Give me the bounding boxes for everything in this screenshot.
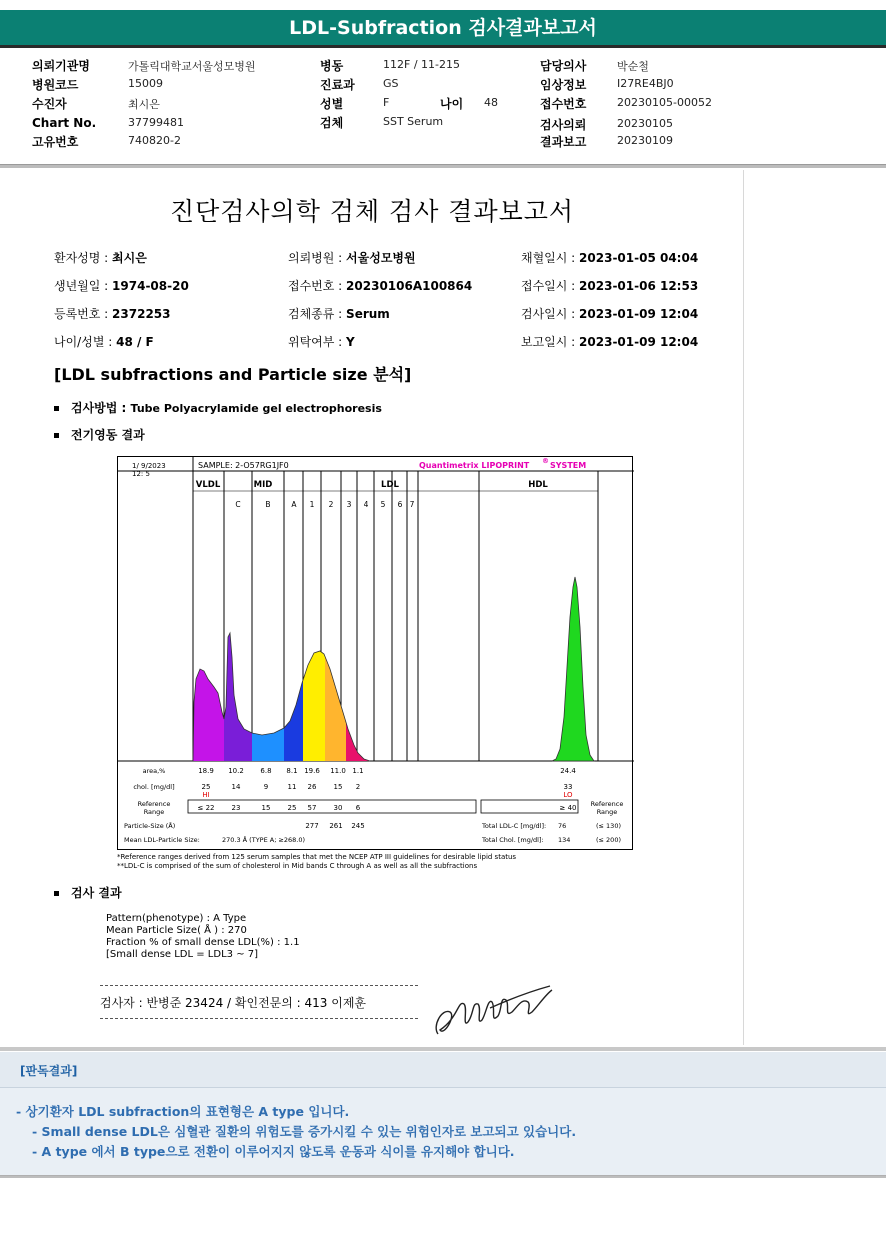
- chart-brand-mark: ®: [542, 457, 549, 465]
- reference-label: Reference: [137, 800, 171, 808]
- chol-value: 26: [307, 783, 317, 791]
- footnote: *Reference ranges derived from 125 serum samples that met the NCEP ATP III guidelines for desirable lipid status: [117, 853, 517, 861]
- birth-date: 생년월일 : 1974-08-20: [54, 279, 189, 293]
- test-time: 검사일시 : 2023-01-09 12:04: [521, 307, 699, 321]
- band-label-3: 3: [346, 500, 352, 509]
- chol-value: 15: [333, 783, 343, 791]
- particle-size-line: Mean Particle Size( Å ) : 270: [106, 925, 247, 936]
- band-label-a: A: [291, 500, 297, 509]
- report-date-value: 20230109: [617, 134, 673, 147]
- total-ldl-label: Total LDL-C [mg/dl]:: [482, 822, 547, 830]
- sdldl-fraction-line: Fraction % of small dense LDL(%) : 1.1: [106, 937, 300, 948]
- band-label-c: C: [235, 500, 241, 509]
- lab-report-title: 진단검사의학 검체 검사 결과보고서: [169, 197, 575, 226]
- chol-value: 2: [355, 783, 361, 791]
- chart-date: 1/ 9/2023: [132, 462, 166, 470]
- signer-line: 검사자 : 반병준 23424 / 확인전문의 : 413 이제훈: [100, 996, 367, 1010]
- particle-size-value: 261: [329, 822, 343, 830]
- signature-image: [428, 978, 556, 1042]
- receipt-value: 20230105-00052: [617, 96, 712, 109]
- dept-label: 진료과: [320, 78, 355, 92]
- ldl2-band: [325, 657, 346, 762]
- section-title: [LDL subfractions and Particle size 분석]: [54, 365, 412, 384]
- consignment: 위탁여부 : Y: [288, 335, 355, 349]
- report-title-bar: [0, 10, 886, 48]
- area-value: 8.1: [286, 767, 298, 775]
- ward-value: 112F / 11-215: [383, 58, 460, 71]
- reference-value-hdl: ≥ 40: [559, 804, 577, 812]
- specimen-type: 검체종류 : Serum: [288, 307, 390, 321]
- institution-value: 가톨릭대학교서울성모병원: [128, 60, 256, 73]
- age-sex: 나이/성별 : 48 / F: [54, 335, 154, 349]
- mean-size-value: 270.3 Å (TYPE A; ≥268.0): [222, 836, 306, 844]
- divider: [100, 985, 418, 986]
- interpretation-panel: [0, 1052, 886, 1176]
- group-label-vldl: VLDL: [195, 480, 221, 490]
- institution-label: 의뢰기관명: [32, 59, 90, 73]
- specimen-value: SST Serum: [383, 115, 444, 128]
- mid-b-band: [252, 728, 284, 761]
- chol-label: chol. [mg/dl]: [133, 783, 175, 791]
- divider: [100, 1018, 418, 1019]
- chol-value-hdl: 33: [563, 783, 573, 791]
- reference-value: 25: [287, 804, 297, 812]
- hospital-code-value: 15009: [128, 77, 163, 90]
- band-label-5: 5: [380, 500, 386, 509]
- area-label: area,%: [142, 767, 166, 775]
- requesting-hospital: 의뢰병원 : 서울성모병원: [288, 251, 416, 265]
- reference-value: 57: [307, 804, 317, 812]
- result-heading: 검사 결과: [54, 884, 122, 901]
- specimen-label: 검체: [320, 116, 344, 130]
- age-label: 나이: [440, 97, 464, 111]
- patient-name: 환자성명 : 최시은: [54, 251, 147, 265]
- accession-number: 접수번호 : 20230106A100864: [288, 279, 473, 293]
- total-chol-value: 134: [558, 836, 571, 844]
- dept-value: GS: [383, 77, 399, 90]
- electrophoresis-heading: 전기영동 결과: [54, 426, 145, 443]
- hdl-peak: [552, 577, 594, 761]
- reference-label: Range: [596, 808, 618, 816]
- divider: [0, 1047, 886, 1051]
- unique-no-value: 740820-2: [128, 134, 181, 147]
- flag-low: LO: [563, 791, 573, 799]
- mean-size-label: Mean LDL-Particle Size:: [124, 836, 200, 844]
- chol-value: 14: [231, 783, 241, 791]
- particle-size-value: 245: [351, 822, 365, 830]
- interpretation-line: - Small dense LDL은 심혈관 질환의 위험도를 증가시킬 수 있는 위험인자로 보고되고 있습니다.: [32, 1124, 577, 1139]
- collection-time: 채혈일시 : 2023-01-05 04:04: [521, 251, 699, 265]
- band-label-7: 7: [409, 500, 415, 509]
- doctor-value: 박순철: [617, 60, 649, 73]
- footnote: **LDL-C is comprised of the sum of cholesterol in Mid bands C through A as well as all the subfractions: [117, 862, 478, 870]
- total-ldl-reference: (≤ 130): [596, 822, 621, 830]
- interpretation-line: - 상기환자 LDL subfraction의 표현형은 A type 입니다.: [16, 1104, 350, 1119]
- divider: [0, 164, 886, 168]
- clinical-label: 임상정보: [540, 78, 587, 92]
- receipt-time: 접수일시 : 2023-01-06 12:53: [521, 279, 699, 293]
- sdldl-definition-line: [Small dense LDL = LDL3 ~ 7]: [106, 949, 259, 960]
- recipient-label: 수진자: [32, 97, 67, 111]
- reference-value: 30: [333, 804, 343, 812]
- request-label: 검사의뢰: [540, 118, 587, 132]
- registration-number: 등록번호 : 2372253: [54, 307, 171, 321]
- reference-value: 6: [355, 804, 361, 812]
- chart-no-label: Chart No.: [32, 116, 97, 130]
- area-value: 1.1: [352, 767, 364, 775]
- total-ldl-value: 76: [558, 822, 567, 830]
- area-value-hdl: 24.4: [560, 767, 576, 775]
- recipient-value: 최시은: [128, 98, 160, 111]
- particle-size-value: 277: [305, 822, 319, 830]
- chol-value: 9: [263, 783, 269, 791]
- total-chol-reference: (≤ 200): [596, 836, 621, 844]
- group-label-ldl: LDL: [381, 480, 399, 490]
- bullet-icon: [54, 406, 59, 411]
- ldl1-band: [303, 651, 325, 761]
- divider: [0, 1176, 886, 1178]
- interpretation-header: [0, 1052, 886, 1088]
- area-value: 6.8: [260, 767, 272, 775]
- interpretation-title: [판독결과]: [20, 1064, 78, 1078]
- bullet-icon: [54, 891, 59, 896]
- lipoprint-chart: [117, 456, 633, 850]
- group-label-mid: MID: [253, 480, 273, 490]
- area-value: 10.2: [228, 767, 244, 775]
- band-label-b: B: [265, 500, 271, 509]
- sex-label: 성별: [320, 97, 344, 111]
- area-value: 18.9: [198, 767, 214, 775]
- reference-value: ≤ 22: [197, 804, 215, 812]
- clinical-value: I27RE4BJ0: [617, 77, 674, 90]
- band-label-1: 1: [309, 500, 315, 509]
- request-info: [0, 52, 886, 164]
- hospital-code-label: 병원코드: [32, 78, 79, 92]
- vldl-band: [193, 669, 224, 761]
- reference-value: 23: [231, 804, 241, 812]
- age-value: 48: [484, 96, 498, 109]
- chart-time: 12: 5: [132, 470, 150, 478]
- unique-no-label: 고유번호: [32, 135, 79, 149]
- chart-no-value: 37799481: [128, 116, 184, 129]
- chart-brand-tail: SYSTEM: [550, 461, 587, 470]
- total-chol-label: Total Chol. [mg/dl]:: [482, 836, 544, 844]
- band-label-6: 6: [397, 500, 403, 509]
- chart-footnotes: [117, 853, 516, 871]
- pattern-line: Pattern(phenotype) : A Type: [106, 913, 247, 924]
- chart-sample-id: SAMPLE: 2-O57RG1JF0: [198, 461, 289, 470]
- area-value: 19.6: [304, 767, 320, 775]
- request-value: 20230105: [617, 117, 673, 130]
- report-title: LDL-Subfraction 검사결과보고서: [289, 17, 597, 39]
- doctor-label: 담당의사: [540, 59, 587, 73]
- flag-high: HI: [202, 791, 210, 799]
- receipt-label: 접수번호: [540, 97, 587, 111]
- area-value: 11.0: [330, 767, 346, 775]
- report-date-label: 결과보고: [540, 135, 587, 149]
- lab-report-image: [0, 170, 744, 1045]
- lipoprint-chart-svg: [118, 457, 634, 851]
- ward-label: 병동: [320, 59, 344, 73]
- mid-a-band: [284, 680, 303, 761]
- band-label-2: 2: [328, 500, 334, 509]
- bullet-icon: [54, 433, 59, 438]
- band-label-4: 4: [363, 500, 369, 509]
- method-line: 검사방법 : Tube Polyacrylamide gel electrophoresis: [54, 399, 382, 416]
- particle-size-label: Particle-Size (Å): [124, 822, 176, 830]
- chart-brand: Quantimetrix LIPOPRINT: [419, 461, 530, 470]
- reference-label: Reference: [590, 800, 624, 808]
- mid-c-band: [224, 633, 252, 761]
- interpretation-line: - A type 에서 B type으로 전환이 이루어지지 않도록 운동과 식이를 유지해야 합니다.: [32, 1144, 515, 1159]
- result-summary: [106, 913, 300, 961]
- sex-value: F: [383, 96, 390, 109]
- report-time: 보고일시 : 2023-01-09 12:04: [521, 335, 699, 349]
- chol-value: 25: [201, 783, 211, 791]
- reference-value: 15: [261, 804, 271, 812]
- chol-value: 11: [287, 783, 297, 791]
- group-label-hdl: HDL: [528, 480, 548, 490]
- ldl3-band: [346, 722, 370, 761]
- reference-label: Range: [143, 808, 165, 816]
